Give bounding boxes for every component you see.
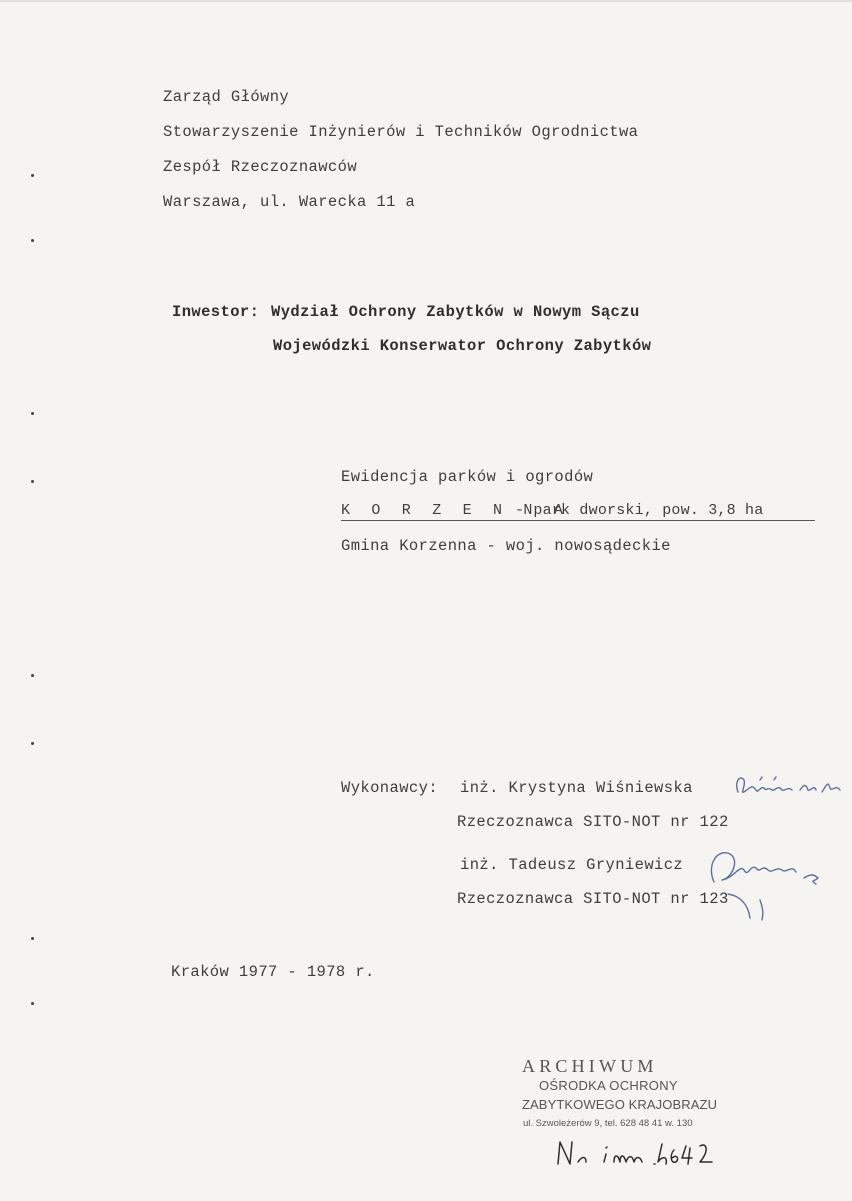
margin-mark <box>31 412 34 415</box>
subject-line-3: Gmina Korzenna - woj. nowosądeckie <box>341 537 671 555</box>
contractors-label: Wykonawcy: <box>341 779 439 797</box>
subject-line-1: Ewidencja parków i ogrodów <box>341 468 594 486</box>
margin-mark <box>31 174 34 177</box>
contractor-2-role: Rzeczoznawca SITO-NOT nr 123 <box>457 890 729 908</box>
signature-wisniewska <box>730 762 848 812</box>
investor-line-2: Wojewódzki Konserwator Ochrony Zabytków <box>273 337 652 355</box>
header-line-1: Zarząd Główny <box>163 88 290 106</box>
contractor-2-name: inż. Tadeusz Gryniewicz <box>460 856 684 874</box>
subject-description: - park dworski, pow. 3,8 ha <box>515 502 764 519</box>
subject-place: K O R Z E N N A <box>341 502 570 519</box>
stamp-line-2: OŚRODKA OCHRONY <box>539 1078 678 1093</box>
inventory-handwriting <box>552 1134 732 1174</box>
header-line-3: Zespół Rzeczoznawców <box>163 158 358 176</box>
margin-mark <box>31 239 34 242</box>
stamp-line-3: ZABYTKOWEGO KRAJOBRAZU <box>522 1097 718 1112</box>
header-line-4: Warszawa, ul. Warecka 11 a <box>163 193 416 211</box>
contractor-1-role: Rzeczoznawca SITO-NOT nr 122 <box>457 813 729 831</box>
margin-mark <box>31 1002 34 1005</box>
place-date: Kraków 1977 - 1978 r. <box>171 963 375 981</box>
margin-mark <box>31 937 34 940</box>
margin-mark <box>31 480 34 483</box>
contractor-1-name: inż. Krystyna Wiśniewska <box>460 779 693 797</box>
stamp-address: ul. Szwoleżerów 9, tel. 628 48 41 w. 130 <box>523 1118 693 1129</box>
investor-label: Inwestor: <box>172 303 260 321</box>
subject-underline <box>341 520 815 521</box>
investor-line-1: Wydział Ochrony Zabytków w Nowym Sączu <box>271 303 640 321</box>
margin-mark <box>31 742 34 745</box>
margin-mark <box>31 674 34 677</box>
header-line-2: Stowarzyszenie Inżynierów i Techników Ogrodnictwa <box>163 123 639 141</box>
stamp-title: ARCHIWUM <box>522 1056 658 1076</box>
signature-gryniewicz <box>700 834 840 934</box>
